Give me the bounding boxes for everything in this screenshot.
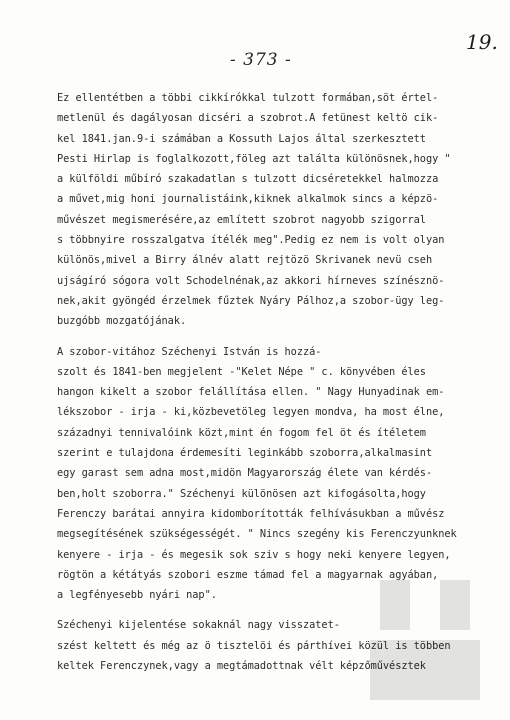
text-line: kel 1841.jan.9-i számában a Kossuth Lajos által szerkesztett — [57, 132, 426, 145]
text-line: nek,akit gyöngéd érzelmek fűztek Nyáry Pálhoz,a szobor-ügy leg- — [57, 294, 445, 307]
text-line: a külföldi műbíró szakadatlan s tulzott dicséretekkel halmozza — [57, 173, 439, 186]
text-line: különös,mivel a Birry álnév alatt rejtözö Skrivanek nevü cseh — [57, 254, 433, 267]
watermark-logo — [360, 570, 490, 710]
text-line: századnyi tennivalóink közt,mint én fogom fel öt és ítéletem — [57, 426, 426, 439]
text-line: szerint e tulajdona érdemesíti leginkább szoborra,alkalmasint — [57, 447, 433, 460]
text-line: metlenül és dagályosan dicséri a szobrot.A fetünest keltö cik- — [57, 112, 439, 125]
text-line: szolt és 1841-ben megjelent -"Kelet Népe " c. könyvében éles — [57, 365, 426, 378]
text-line: ujságíró sógora volt Schodelnénak,az akkori hírneves színésznö- — [57, 274, 445, 287]
text-line: lékszobor - irja - ki,közbevetöleg legyen mondva, ha most élne, — [57, 406, 445, 419]
page-header: - 373 - — [230, 50, 292, 70]
text-line: a legfényesebb nyári nap". — [57, 589, 217, 602]
text-line: Pesti Hirlap is foglalkozott,föleg azt találta különösnek,hogy " — [57, 152, 451, 165]
text-line: Ferenczy barátai annyira kidomborították felhívásukban a művész — [57, 507, 445, 520]
text-line: a művet,mig honi journalistáink,kiknek alkalmok sincs a képzö- — [57, 193, 439, 206]
text-line: s többnyire rosszalgatva ítélék meg".Pedig ez nem is volt olyan — [57, 234, 445, 247]
text-line: megsegítésének szükségességét. " Nincs szegény kis Ferenczyunknek — [57, 528, 457, 541]
page-number-handwritten: 19. — [466, 30, 498, 54]
text-line: hangon kikelt a szobor felállítása ellen. " Nagy Hunyadinak em- — [57, 386, 445, 399]
text-line: kenyere - irja - és megesik sok sziv s hogy neki kenyere legyen, — [57, 548, 451, 561]
text-line: egy garast sem adna most,midön Magyarország élete van kérdés- — [57, 467, 433, 480]
text-line: szést keltett és még az ö tisztelöi és párthívei közül is többen — [57, 639, 451, 652]
text-line: Széchenyi kijelentése sokaknál nagy visszatet- — [57, 619, 340, 632]
text-line: ben,holt szoborra." Széchenyi különösen azt kifogásolta,hogy — [57, 487, 426, 500]
text-line: rögtön a kétátyás szobori eszme támad fel a magyarnak agyában, — [57, 568, 439, 581]
text-line: A szobor-vitához Széchenyi István is hozzá- — [57, 345, 322, 358]
text-line: Ez ellentétben a többi cikkírókkal tulzott formában,söt értel- — [57, 92, 439, 104]
text-line: keltek Ferenczynek,vagy a megtámadottnak vélt képzőművésztek — [57, 660, 426, 673]
text-line: művészet megismerésére,az említett szobrot nagyobb szigorral — [57, 213, 426, 226]
text-line: buzgóbb mozgatójának. — [57, 315, 187, 328]
paragraph-gap — [57, 332, 477, 342]
